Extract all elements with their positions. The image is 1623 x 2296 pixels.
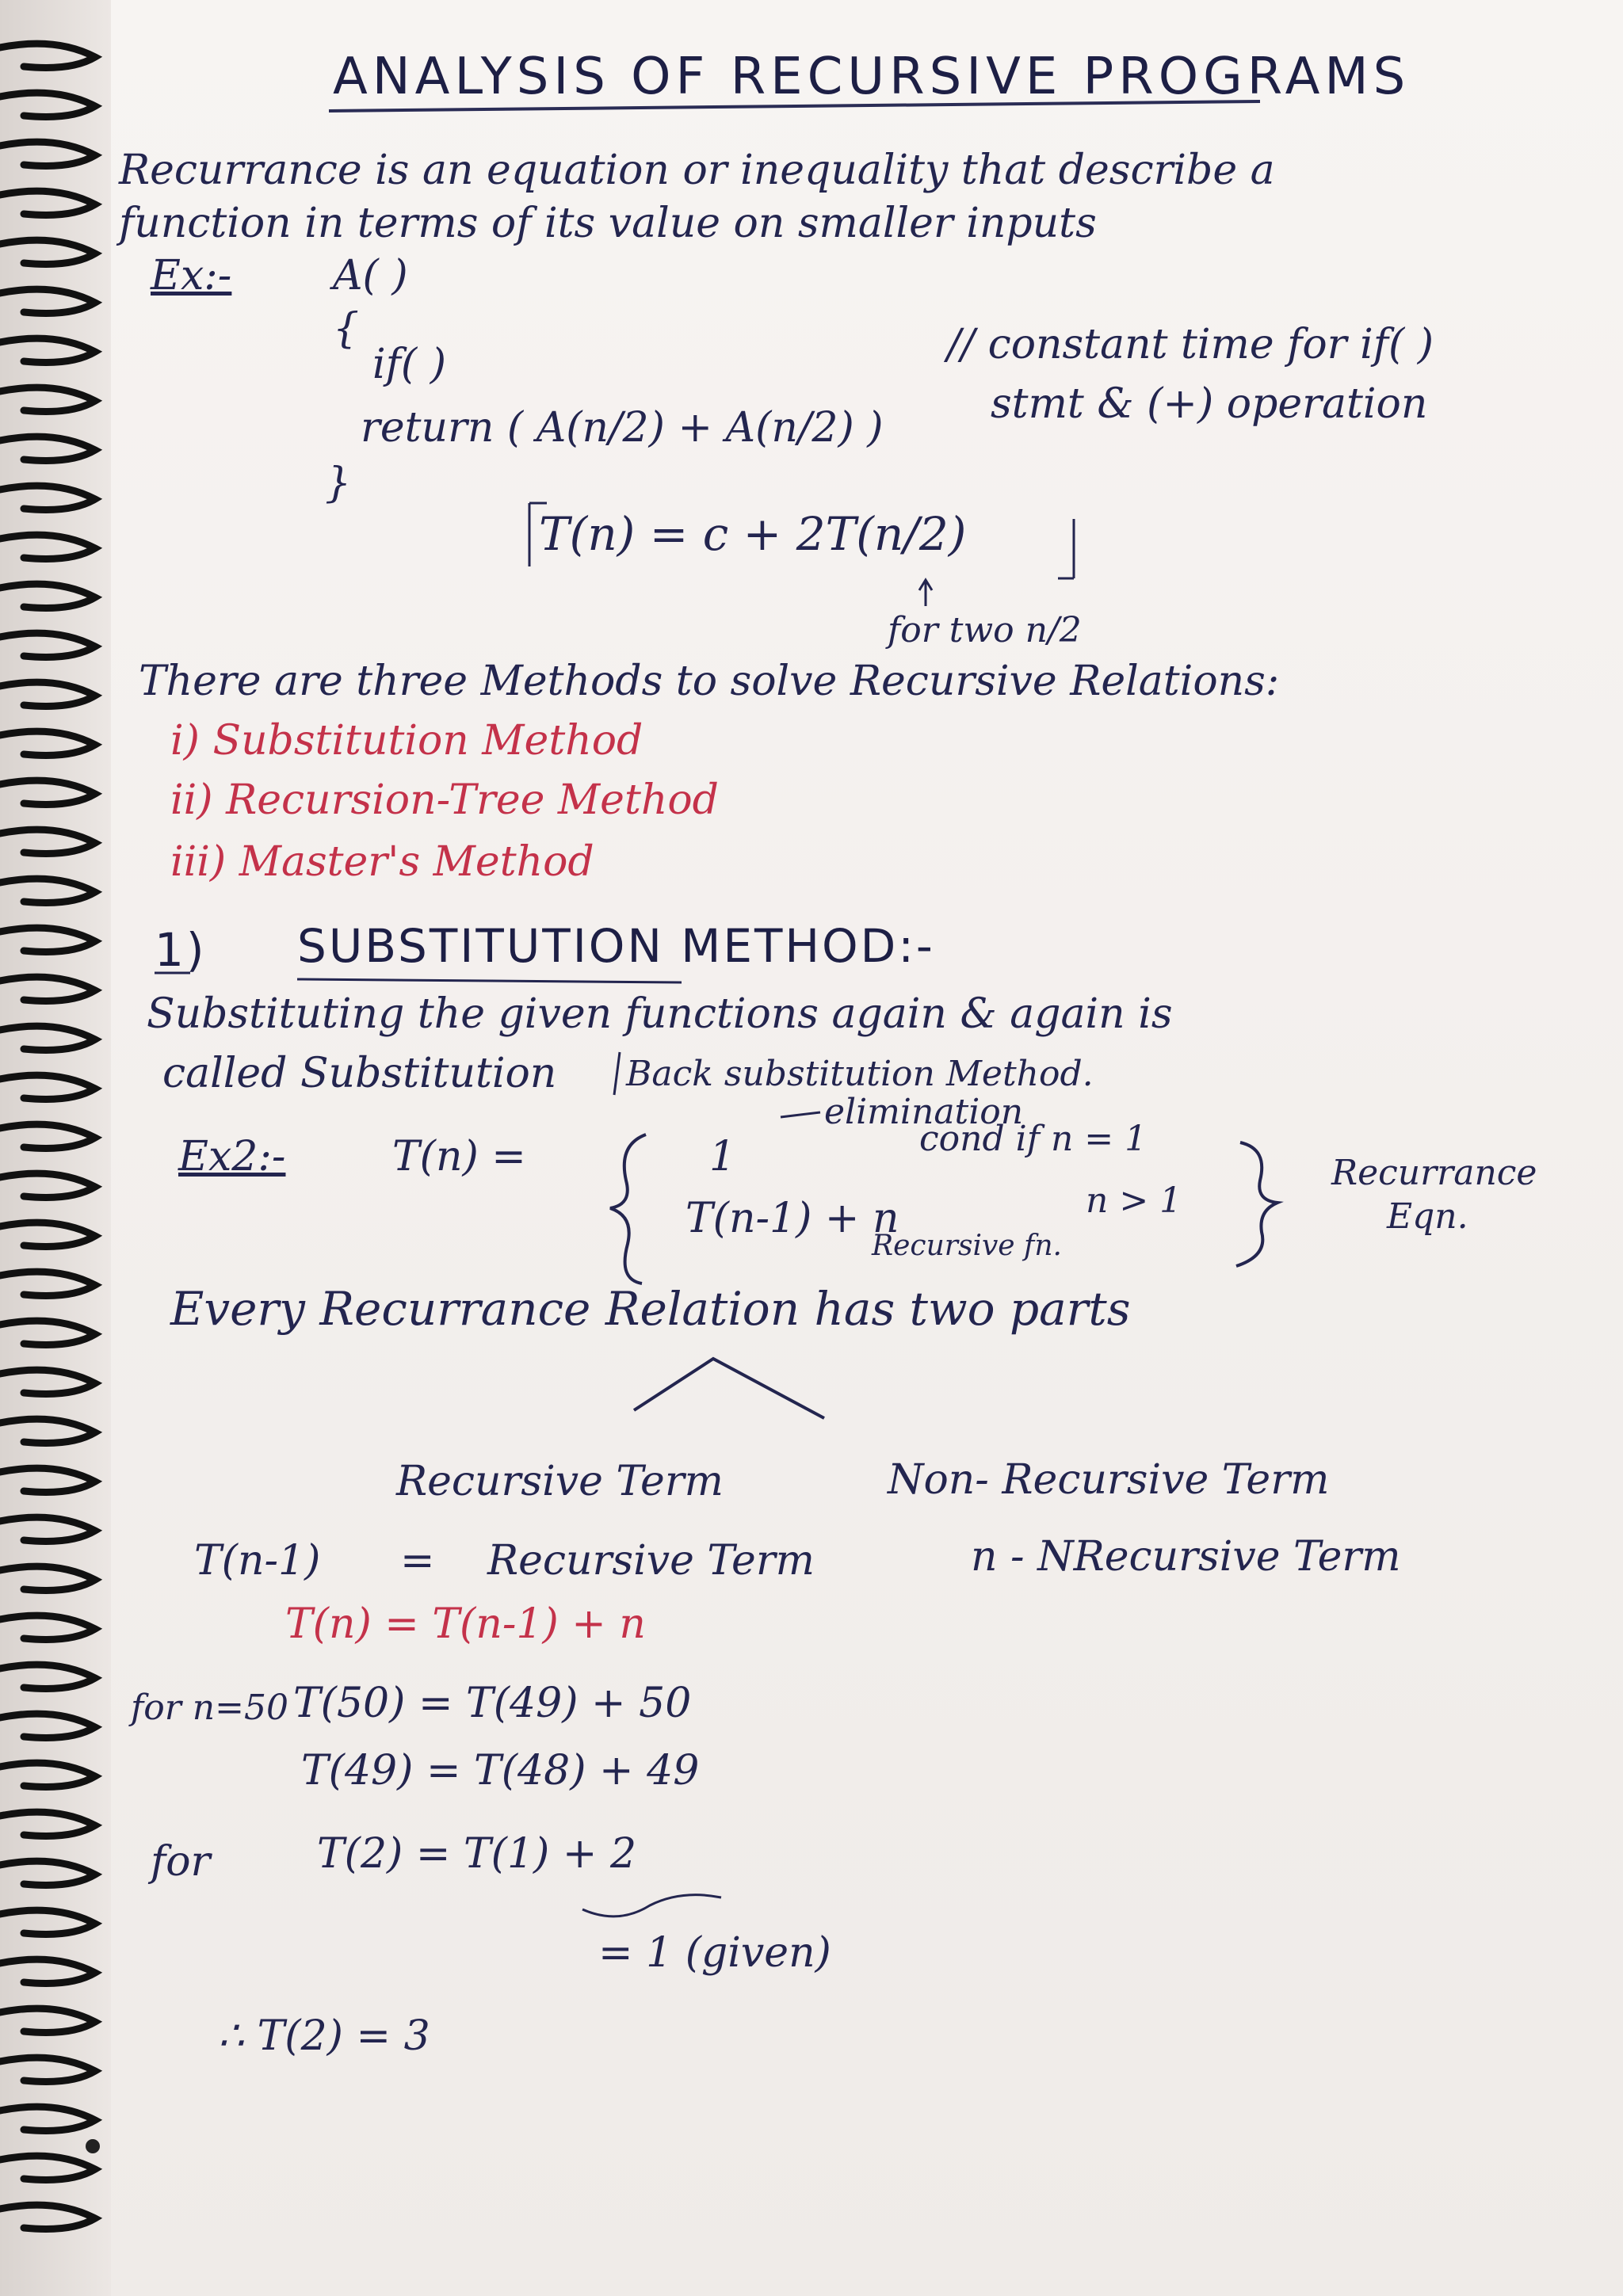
elimination-note: elimination	[824, 1092, 1024, 1132]
example-2-label: Ex2:-	[178, 1133, 286, 1180]
recurrence-side-note-2: Eqn.	[1387, 1196, 1468, 1237]
page-title: ANALYSIS OF RECURSIVE PROGRAMS	[333, 48, 1411, 106]
binding-hole	[86, 2139, 100, 2153]
example-2-tn: T(n) =	[392, 1133, 526, 1180]
calc-prefix-1: for n=50	[131, 1688, 288, 1728]
example-1-if: if( )	[372, 341, 446, 388]
example-1-note: for two n/2	[888, 610, 1082, 650]
section-1-heading: SUBSTITUTION METHOD:-	[297, 919, 935, 973]
calc-line-5: ∴ T(2) = 3	[218, 2012, 430, 2060]
calc-line-1: T(50) = T(49) + 50	[293, 1680, 692, 1727]
intro-line-1: Recurrance is an equation or inequality that describe a	[119, 147, 1275, 194]
example-1-comment-1: // constant time for if( )	[947, 321, 1434, 368]
calc-line-2: T(49) = T(48) + 49	[301, 1747, 700, 1794]
case-2-condition: n > 1	[1086, 1180, 1182, 1221]
example-1-close-brace: }	[325, 460, 352, 507]
recurrence-side-note-1: Recurrance	[1331, 1153, 1537, 1193]
calc-prefix-3: for	[151, 1838, 211, 1886]
case-1-condition: cond if n = 1	[919, 1119, 1148, 1159]
parts-intro: Every Recurrance Relation has two parts	[170, 1282, 1131, 1336]
method-item-3: iii) Master's Method	[170, 838, 594, 886]
term-line-1-left: T(n-1)	[194, 1537, 321, 1585]
calc-line-4: = 1 (given)	[598, 1929, 831, 1977]
case-2-note: Recursive fn.	[872, 1230, 1062, 1262]
term-line-1-equals: =	[400, 1537, 435, 1585]
example-1-comment-2: stmt & (+) operation	[991, 380, 1428, 428]
substitution-definition-1: Substituting the given functions again & again is	[147, 990, 1173, 1038]
term-line-1-middle: Recursive Term	[487, 1537, 815, 1585]
term-line-2: T(n) = T(n-1) + n	[285, 1600, 646, 1648]
term-line-1-right: n - NRecursive Term	[971, 1533, 1401, 1581]
example-1-return: return ( A(n/2) + A(n/2) )	[361, 404, 884, 452]
parts-non-recursive-term: Non- Recursive Term	[888, 1456, 1330, 1504]
calc-line-3: T(2) = T(1) + 2	[317, 1830, 637, 1878]
method-item-2: ii) Recursion-Tree Method	[170, 776, 719, 824]
intro-line-2: function in terms of its value on smaller inputs	[119, 200, 1097, 247]
example-1-function: A( )	[333, 252, 408, 299]
substitution-definition-2b: Back substitution Method.	[626, 1054, 1094, 1094]
method-item-1: i) Substitution Method	[170, 717, 643, 765]
case-1-value: 1	[709, 1133, 736, 1180]
section-1-number: 1)	[155, 923, 207, 977]
example-1-label: Ex:-	[151, 252, 232, 299]
parts-recursive-term: Recursive Term	[396, 1458, 724, 1505]
methods-intro: There are three Methods to solve Recursive Relations:	[139, 658, 1280, 705]
case-2-value: T(n-1) + n	[685, 1195, 899, 1242]
example-1-recurrence: T(n) = c + 2T(n/2)	[539, 507, 967, 561]
substitution-definition-2a: called Substitution	[162, 1050, 557, 1097]
example-1-open-brace: {	[333, 305, 360, 353]
